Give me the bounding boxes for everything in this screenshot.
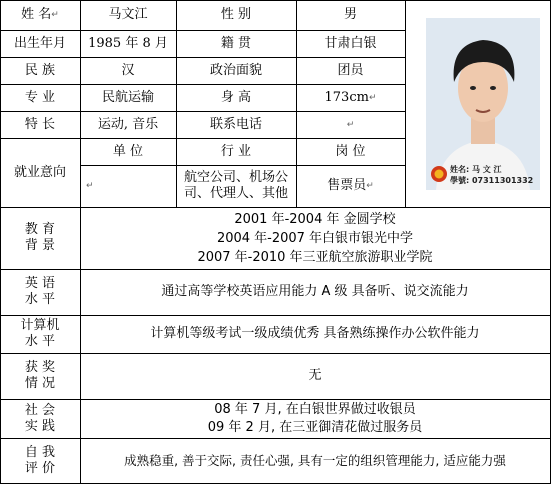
education-line: 2004 年-2007 年白银市银光中学 bbox=[216, 230, 414, 246]
unit-header: 单 位 bbox=[112, 143, 144, 159]
practice-label: 社 会 实 践 bbox=[24, 402, 56, 434]
height-value: 173cm ↵ bbox=[324, 89, 377, 105]
education-lines bbox=[80, 207, 550, 269]
practice-line: 08 年 7 月, 在白银世界做过收银员 bbox=[214, 401, 416, 417]
awards-value: 无 bbox=[308, 368, 322, 383]
caption-name: 姓名: 马 文 江 bbox=[450, 165, 502, 174]
evaluation-value: 成熟稳重, 善于交际, 责任心强, 具有一定的组织管理能力, 适应能力强 bbox=[124, 452, 506, 468]
practice-line: 09 年 2 月, 在三亚御清花做过服务员 bbox=[207, 419, 423, 435]
ethnic-label: 民 族 bbox=[24, 62, 56, 78]
birth-label: 出生年月 bbox=[13, 35, 66, 51]
height-label: 身 高 bbox=[220, 89, 252, 105]
post-value: 售票员 ↵ bbox=[327, 178, 374, 193]
political-value: 团员 bbox=[337, 62, 364, 78]
english-value: 通过高等学校英语应用能力 A 级 具备听、说交流能力 bbox=[161, 284, 469, 299]
evaluation-label: 自 我 评 价 bbox=[24, 444, 56, 476]
education-line: 2001 年-2004 年 金圆学校 bbox=[234, 211, 396, 227]
phone-label: 联系电话 bbox=[209, 116, 262, 132]
education-line: 2007 年-2010 年三亚航空旅游职业学院 bbox=[197, 249, 433, 265]
hobby-value: 运动, 音乐 bbox=[97, 116, 159, 132]
caption-number: 學號: 07311301332 bbox=[450, 176, 534, 185]
political-label: 政治面貌 bbox=[209, 62, 262, 78]
hobby-label: 特 长 bbox=[24, 116, 56, 132]
awards-label: 获 奖 情 况 bbox=[24, 360, 56, 391]
major-value: 民航运输 bbox=[101, 89, 154, 105]
post-header: 岗 位 bbox=[335, 143, 366, 159]
gender-value: 男 bbox=[343, 7, 357, 22]
industry-value: 航空公司、机场公 司、代理人、其他 bbox=[183, 170, 288, 201]
birth-value: 1985 年 8 月 bbox=[88, 35, 168, 51]
origin-label: 籍 贯 bbox=[220, 35, 252, 51]
ethnic-value: 汉 bbox=[121, 62, 135, 78]
education-label: 教 育 背 景 bbox=[24, 222, 56, 253]
gender-label: 性 别 bbox=[220, 7, 252, 22]
name-value: 马文江 bbox=[108, 7, 148, 22]
photo-caption bbox=[450, 164, 540, 186]
major-label: 专 业 bbox=[24, 89, 56, 105]
origin-value: 甘肃白银 bbox=[324, 35, 377, 51]
industry-header: 行 业 bbox=[220, 143, 252, 159]
english-label: 英 语 水 平 bbox=[24, 276, 56, 307]
computer-label: 计算机 水 平 bbox=[20, 318, 60, 349]
practice-lines bbox=[80, 399, 550, 438]
name-label: 姓 名 ↵ bbox=[21, 7, 59, 22]
job-label: 就业意向 bbox=[13, 164, 66, 180]
logo-icon bbox=[430, 165, 448, 183]
computer-value: 计算机等级考试一级成绩优秀 具备熟练操作办公软件能力 bbox=[150, 326, 480, 341]
phone-value: ↵ bbox=[346, 119, 355, 130]
unit-value: ↵ bbox=[86, 181, 94, 191]
